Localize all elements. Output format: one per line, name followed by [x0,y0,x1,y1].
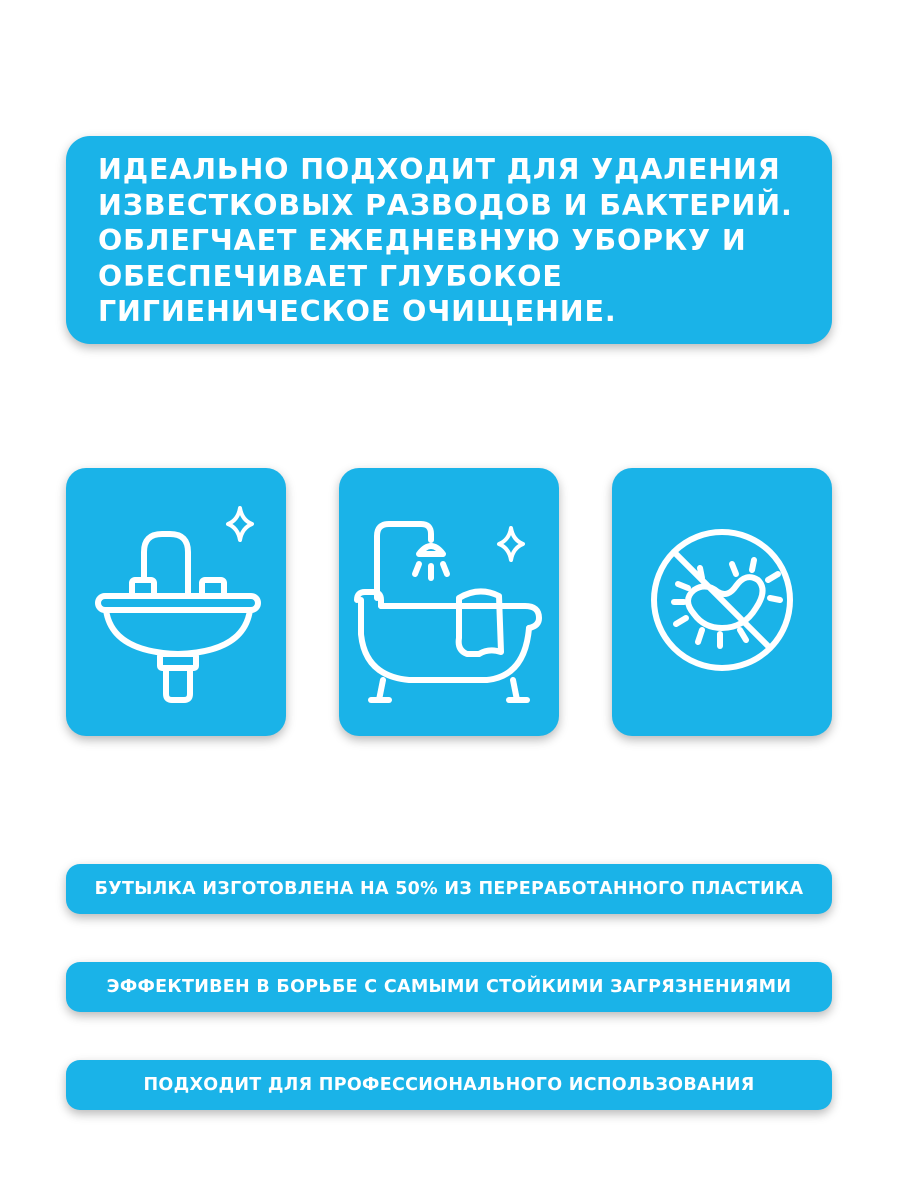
sink-with-sparkle-icon [66,468,286,736]
feature-tough-stains [66,962,832,1012]
sink-tile [66,468,286,736]
feature-text: БУТЫЛКА ИЗГОТОВЛЕНА НА 50% ИЗ ПЕРЕРАБОТАННОГО ПЛАСТИКА [94,879,804,899]
no-bacteria-icon [612,468,832,736]
bathtub-tile [339,468,559,736]
no-bacteria-tile [612,468,832,736]
feature-text: ЭФФЕКТИВЕН В БОРЬБЕ С САМЫМИ СТОЙКИМИ ЗАГРЯЗНЕНИЯМИ [106,977,792,997]
feature-recycled-plastic [66,864,832,914]
headline-line-1: ИДЕАЛЬНО ПОДХОДИТ ДЛЯ УДАЛЕНИЯ [98,153,781,186]
bathtub-with-shower-icon [339,468,559,736]
headline-card [66,136,832,344]
headline-line-5: ГИГИЕНИЧЕСКОЕ ОЧИЩЕНИЕ. [98,295,617,328]
feature-professional-use [66,1060,832,1110]
headline-line-2: ИЗВЕСТКОВЫХ РАЗВОДОВ И БАКТЕРИЙ. [98,188,793,222]
feature-text: ПОДХОДИТ ДЛЯ ПРОФЕССИОНАЛЬНОГО ИСПОЛЬЗОВАНИЯ [143,1075,755,1095]
headline-text [98,152,818,330]
headline-line-4: ОБЕСПЕЧИВАЕТ ГЛУБОКОЕ [98,259,563,293]
headline-line-3: ОБЛЕГЧАЕТ ЕЖЕДНЕВНУЮ УБОРКУ И [98,224,747,257]
